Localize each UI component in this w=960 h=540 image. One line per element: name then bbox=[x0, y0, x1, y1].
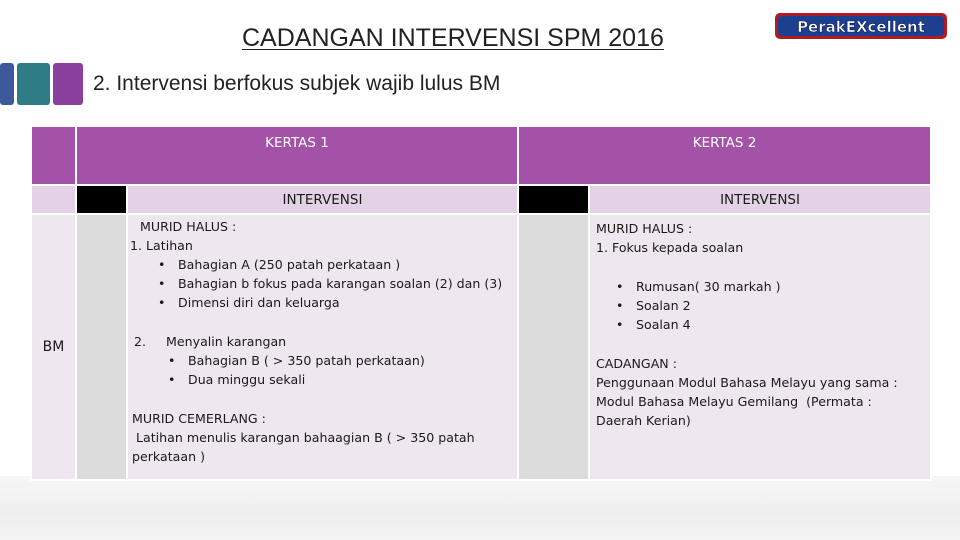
accent-bar-teal bbox=[17, 63, 50, 105]
header-corner-cell bbox=[31, 126, 76, 185]
kertas2-content-cell bbox=[589, 214, 931, 480]
header-kertas-2: KERTAS 2 bbox=[518, 126, 931, 185]
bullet-icon: • bbox=[616, 317, 624, 332]
header-kertas-1: KERTAS 1 bbox=[76, 126, 518, 185]
bullet-icon: • bbox=[158, 295, 166, 310]
table-row-bm bbox=[31, 214, 931, 480]
table-header-row bbox=[31, 126, 931, 185]
kertas1-item-2: 2. Menyalin karangan bbox=[134, 334, 287, 349]
kertas1-bullet-3: • Dimensi diri dan keluarga bbox=[158, 293, 340, 312]
background-shade bbox=[0, 476, 960, 540]
accent-bar-dark bbox=[0, 63, 14, 105]
bullet-icon: • bbox=[158, 276, 166, 291]
kertas2-item-1: 1. Fokus kepada soalan bbox=[596, 240, 744, 255]
kertas2-cadangan-line-1: Penggunaan Modul Bahasa Melayu yang sama : bbox=[596, 375, 898, 390]
kertas2-cadangan-line-2: Modul Bahasa Melayu Gemilang (Permata : bbox=[596, 394, 872, 409]
kertas2-bullet-1: • Rumusan( 30 markah ) bbox=[616, 277, 780, 296]
kertas1-murid-halus: MURID HALUS : bbox=[140, 219, 237, 234]
slide-subtitle: 2. Intervensi berfokus subjek wajib lulus BM bbox=[93, 72, 501, 95]
kertas2-bullet-2: • Soalan 2 bbox=[616, 296, 691, 315]
kertas1-murid-cemerlang: MURID CEMERLANG : bbox=[132, 411, 266, 426]
kertas1-item2-bullet-2: • Dua minggu sekali bbox=[168, 370, 305, 389]
bullet-icon: • bbox=[158, 257, 166, 272]
intervention-table bbox=[30, 125, 932, 481]
kertas2-bullet-3: • Soalan 4 bbox=[616, 315, 691, 334]
kertas1-cemerlang-line-2: perkataan ) bbox=[132, 449, 205, 464]
subheader-intervensi-2: INTERVENSI bbox=[589, 185, 931, 214]
kertas1-bullet-1: • Bahagian A (250 patah perkataan ) bbox=[158, 255, 400, 274]
kertas1-item2-bullet-1: • Bahagian B ( > 350 patah perkataan) bbox=[168, 351, 425, 370]
logo-text: PerakEXcellent bbox=[797, 18, 925, 36]
table-subheader-row bbox=[31, 185, 931, 214]
subheader-corner-cell bbox=[31, 185, 76, 214]
slide-title: CADANGAN INTERVENSI SPM 2016 bbox=[242, 24, 664, 52]
perak-excellent-logo bbox=[774, 12, 948, 40]
kertas1-bullet-2: • Bahagian b fokus pada karangan soalan (2) dan (3) bbox=[158, 274, 502, 293]
gray-spacer-cell-2 bbox=[518, 214, 589, 480]
kertas1-content-cell bbox=[127, 214, 518, 480]
accent-bar-purple bbox=[53, 63, 83, 105]
kertas1-item-1: 1. Latihan bbox=[130, 238, 193, 253]
kertas1-cemerlang-line-1: Latihan menulis karangan bahaagian B ( > 350 patah bbox=[132, 430, 475, 445]
kertas2-cadangan-line-3: Daerah Kerian) bbox=[596, 413, 691, 428]
gray-spacer-cell-1 bbox=[76, 214, 127, 480]
bullet-icon: • bbox=[616, 279, 624, 294]
subheader-intervensi-1: INTERVENSI bbox=[127, 185, 518, 214]
bullet-icon: • bbox=[168, 372, 176, 387]
bullet-icon: • bbox=[616, 298, 624, 313]
row-label-bm: BM bbox=[31, 214, 76, 480]
bullet-icon: • bbox=[168, 353, 176, 368]
subheader-black-cell-1 bbox=[76, 185, 127, 214]
subheader-black-cell-2 bbox=[518, 185, 589, 214]
kertas2-murid-halus: MURID HALUS : bbox=[596, 221, 693, 236]
kertas2-cadangan-label: CADANGAN : bbox=[596, 356, 677, 371]
